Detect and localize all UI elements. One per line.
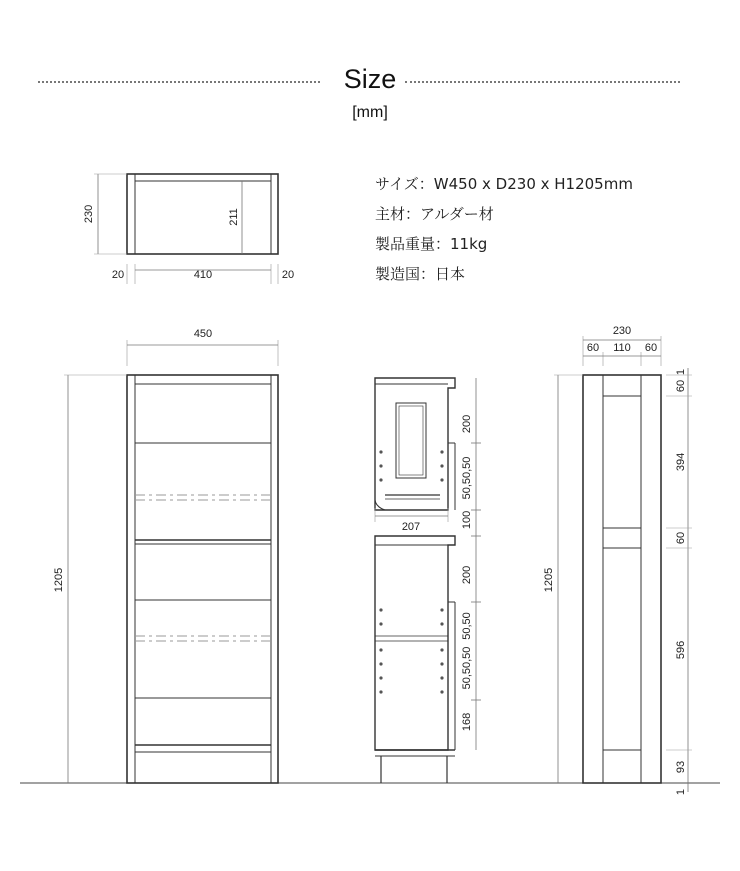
top-depth-label: 230	[83, 204, 95, 224]
back-dim-93: 93	[675, 760, 687, 774]
back-view	[554, 336, 692, 792]
top-right-label: 20	[281, 269, 295, 281]
top-inner-width-label: 410	[193, 269, 213, 281]
side-lower-pegs1-label: 50,50	[461, 612, 473, 640]
front-width-label: 450	[193, 328, 213, 340]
back-seg-left-label: 60	[586, 342, 600, 354]
spec-weight: 製品重量：11kg	[375, 235, 488, 253]
unit-label: [mm]	[352, 104, 388, 121]
top-view	[94, 174, 278, 284]
spec-material: 主材：アルダー材	[375, 205, 494, 223]
side-upper-bottom-label: 100	[461, 510, 473, 530]
side-lower-top-label: 200	[461, 565, 473, 585]
page-title: Size	[343, 64, 397, 94]
back-dim-60a: 60	[675, 379, 687, 393]
side-lower-bottom-label: 168	[461, 712, 473, 732]
back-dim-394: 394	[675, 452, 687, 472]
back-dim-1: 1	[675, 368, 687, 376]
front-height-label: 1205	[53, 567, 65, 593]
back-dim-60b: 60	[675, 531, 687, 545]
spec-size: サイズ：W450 x D230 x H1205mm	[375, 175, 633, 193]
front-view	[64, 340, 278, 783]
back-height-label: 1205	[543, 567, 555, 593]
side-lower-pegs2-label: 50,50,50	[461, 646, 473, 690]
back-seg-right-label: 60	[644, 342, 658, 354]
side-upper-pegs-label: 50,50,50	[461, 456, 473, 500]
top-left-label: 20	[111, 269, 125, 281]
back-depth-label: 230	[612, 325, 632, 337]
side-shelf-pins	[379, 450, 443, 693]
back-dim-596: 596	[675, 640, 687, 660]
back-dim-1b: 1	[675, 788, 687, 796]
side-depth-inner-label: 207	[401, 521, 421, 533]
back-seg-mid-label: 110	[613, 342, 631, 354]
top-inner-height-label: 211	[228, 208, 240, 226]
side-upper-top-label: 200	[461, 414, 473, 434]
spec-origin: 製造国：日本	[375, 265, 466, 283]
